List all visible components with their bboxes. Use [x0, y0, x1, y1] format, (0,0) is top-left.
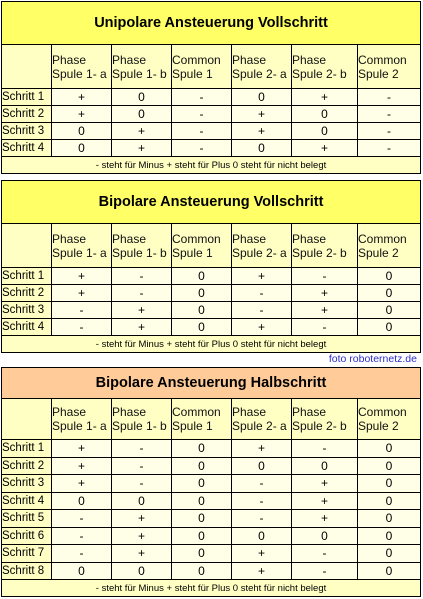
bipolar-full-step-table	[1, 180, 421, 353]
column-header-line1: Phase	[232, 231, 267, 246]
table-row	[2, 545, 421, 563]
header-row	[2, 399, 421, 440]
column-header	[52, 399, 112, 440]
title-row	[2, 368, 421, 399]
column-header-line2: Spule 1- a	[52, 419, 107, 433]
step-label: Schritt 1	[2, 268, 52, 285]
state-cell: +	[292, 89, 358, 106]
state-cell: +	[292, 492, 358, 510]
column-header	[52, 45, 112, 89]
state-cell: 0	[52, 492, 112, 510]
column-header	[172, 399, 232, 440]
column-header-line2: Spule 1	[172, 245, 213, 260]
column-header	[112, 399, 172, 440]
state-cell: +	[232, 562, 292, 580]
state-cell: 0	[172, 527, 232, 545]
column-header	[112, 45, 172, 89]
unipolar-full-step-table-block	[1, 1, 420, 174]
state-cell: 0	[172, 440, 232, 458]
state-cell: +	[232, 106, 292, 123]
column-header-line2: Spule 2- b	[292, 245, 347, 260]
state-cell: +	[112, 527, 172, 545]
state-cell: +	[112, 302, 172, 319]
column-header-line2: Spule 2	[358, 419, 399, 433]
state-cell: 0	[172, 492, 232, 510]
step-label: Schritt 3	[2, 123, 52, 140]
state-cell: +	[292, 510, 358, 528]
state-cell: +	[292, 302, 358, 319]
step-label: Schritt 2	[2, 285, 52, 302]
header-corner-cell	[2, 45, 52, 89]
state-cell: 0	[172, 545, 232, 563]
state-cell: 0	[112, 562, 172, 580]
legend-row	[2, 336, 421, 353]
state-cell: -	[232, 492, 292, 510]
state-cell: 0	[172, 457, 232, 475]
step-label: Schritt 1	[2, 440, 52, 458]
step-label: Schritt 7	[2, 545, 52, 563]
state-cell: 0	[358, 268, 421, 285]
state-cell: 0	[358, 319, 421, 336]
state-cell: -	[292, 562, 358, 580]
state-cell: +	[112, 319, 172, 336]
state-cell: 0	[358, 457, 421, 475]
table-row	[2, 285, 421, 302]
state-cell: 0	[292, 527, 358, 545]
column-header-line1: Phase	[112, 405, 147, 419]
column-header-line2: Spule 1- b	[112, 245, 167, 260]
state-cell: +	[292, 140, 358, 157]
table-row	[2, 440, 421, 458]
state-cell: -	[292, 545, 358, 563]
state-cell: 0	[358, 562, 421, 580]
state-cell: 0	[172, 285, 232, 302]
table-title: Unipolare Ansteuerung Vollschritt	[2, 2, 421, 45]
state-cell: -	[112, 475, 172, 493]
state-cell: +	[232, 268, 292, 285]
column-header	[358, 399, 421, 440]
column-header-line1: Phase	[112, 231, 147, 246]
state-cell: -	[112, 440, 172, 458]
state-cell: 0	[52, 562, 112, 580]
step-label: Schritt 4	[2, 492, 52, 510]
state-cell: -	[232, 285, 292, 302]
table-row	[2, 527, 421, 545]
state-cell: -	[52, 302, 112, 319]
column-header-line2: Spule 2- a	[232, 419, 287, 433]
state-cell: -	[112, 285, 172, 302]
column-header-line1: Phase	[232, 405, 267, 419]
state-cell: 0	[112, 89, 172, 106]
column-header-line2: Spule 1- a	[52, 66, 107, 81]
state-cell: 0	[232, 140, 292, 157]
step-label: Schritt 4	[2, 319, 52, 336]
state-cell: +	[52, 106, 112, 123]
state-cell: -	[358, 123, 421, 140]
state-cell: -	[52, 510, 112, 528]
legend-note: - steht für Minus + steht für Plus 0 steht für nicht belegt	[2, 157, 421, 174]
state-cell: -	[292, 440, 358, 458]
state-cell: 0	[232, 527, 292, 545]
column-header	[232, 224, 292, 268]
state-cell: +	[232, 319, 292, 336]
legend-row	[2, 580, 421, 597]
header-row	[2, 45, 421, 89]
step-label: Schritt 2	[2, 106, 52, 123]
state-cell: -	[358, 140, 421, 157]
table-row	[2, 106, 421, 123]
state-cell: +	[52, 285, 112, 302]
state-cell: +	[112, 510, 172, 528]
step-label: Schritt 3	[2, 475, 52, 493]
bipolar-half-step-table	[1, 367, 421, 597]
column-header-line2: Spule 2	[358, 245, 399, 260]
column-header-line2: Spule 2	[358, 66, 399, 81]
state-cell: 0	[172, 319, 232, 336]
state-cell: 0	[172, 302, 232, 319]
column-header	[172, 45, 232, 89]
bipolar-half-step-table-block	[1, 367, 420, 597]
column-header-line1: Phase	[292, 52, 327, 67]
state-cell: -	[292, 319, 358, 336]
state-cell: 0	[358, 545, 421, 563]
column-header-line2: Spule 2- a	[232, 66, 287, 81]
state-cell: -	[172, 106, 232, 123]
header-corner-cell	[2, 224, 52, 268]
table-row	[2, 457, 421, 475]
state-cell: 0	[172, 475, 232, 493]
state-cell: 0	[172, 268, 232, 285]
column-header-line1: Phase	[292, 231, 327, 246]
column-header	[292, 45, 358, 89]
state-cell: +	[112, 545, 172, 563]
state-cell: -	[358, 89, 421, 106]
state-cell: -	[172, 123, 232, 140]
state-cell: +	[232, 440, 292, 458]
column-header-line1: Phase	[52, 231, 87, 246]
table-row	[2, 492, 421, 510]
photo-credit: foto roboternetz.de	[328, 353, 417, 365]
table-row	[2, 140, 421, 157]
column-header-line1: Phase	[232, 52, 267, 67]
column-header	[292, 224, 358, 268]
state-cell: 0	[112, 492, 172, 510]
state-cell: 0	[52, 140, 112, 157]
column-header-line1: Common	[172, 405, 221, 419]
legend-row	[2, 157, 421, 174]
state-cell: 0	[358, 492, 421, 510]
column-header-line1: Common	[358, 405, 407, 419]
step-label: Schritt 1	[2, 89, 52, 106]
column-header-line2: Spule 1- a	[52, 245, 107, 260]
table-row	[2, 319, 421, 336]
state-cell: -	[112, 268, 172, 285]
step-label: Schritt 3	[2, 302, 52, 319]
step-label: Schritt 2	[2, 457, 52, 475]
table-row	[2, 475, 421, 493]
column-header-line2: Spule 1	[172, 419, 213, 433]
state-cell: 0	[358, 285, 421, 302]
state-cell: 0	[52, 123, 112, 140]
title-row	[2, 2, 421, 45]
column-header-line2: Spule 2- b	[292, 419, 347, 433]
column-header-line1: Phase	[52, 52, 87, 67]
state-cell: 0	[292, 123, 358, 140]
state-cell: 0	[172, 510, 232, 528]
state-cell: -	[52, 545, 112, 563]
column-header-line2: Spule 1- b	[112, 419, 167, 433]
state-cell: -	[232, 475, 292, 493]
column-header-line1: Common	[172, 231, 221, 246]
column-header-line1: Common	[172, 52, 221, 67]
column-header	[112, 224, 172, 268]
state-cell: +	[112, 140, 172, 157]
unipolar-full-step-table	[1, 1, 421, 174]
column-header-line1: Common	[358, 52, 407, 67]
bipolar-full-step-table-block	[1, 180, 420, 353]
column-header	[172, 224, 232, 268]
column-header-line1: Phase	[112, 52, 147, 67]
step-label: Schritt 8	[2, 562, 52, 580]
state-cell: -	[52, 527, 112, 545]
state-cell: +	[292, 285, 358, 302]
state-cell: -	[292, 268, 358, 285]
state-cell: -	[112, 457, 172, 475]
state-cell: 0	[358, 302, 421, 319]
column-header	[52, 224, 112, 268]
state-cell: 0	[292, 457, 358, 475]
column-header-line2: Spule 1	[172, 66, 213, 81]
step-label: Schritt 6	[2, 527, 52, 545]
column-header-line2: Spule 2- b	[292, 66, 347, 81]
table-row	[2, 510, 421, 528]
state-cell: 0	[232, 457, 292, 475]
column-header-line2: Spule 1- b	[112, 66, 167, 81]
column-header-line1: Phase	[292, 405, 327, 419]
table-row	[2, 302, 421, 319]
state-cell: 0	[358, 510, 421, 528]
table-row	[2, 89, 421, 106]
state-cell: +	[52, 89, 112, 106]
column-header	[292, 399, 358, 440]
header-row	[2, 224, 421, 268]
state-cell: +	[232, 545, 292, 563]
column-header-line1: Phase	[52, 405, 87, 419]
state-cell: 0	[292, 106, 358, 123]
column-header	[358, 224, 421, 268]
column-header-line1: Common	[358, 231, 407, 246]
state-cell: -	[232, 302, 292, 319]
state-cell: -	[358, 106, 421, 123]
state-cell: -	[172, 140, 232, 157]
column-header-line2: Spule 2- a	[232, 245, 287, 260]
table-row	[2, 562, 421, 580]
state-cell: +	[52, 268, 112, 285]
state-cell: 0	[112, 106, 172, 123]
step-label: Schritt 4	[2, 140, 52, 157]
column-header	[232, 45, 292, 89]
column-header	[232, 399, 292, 440]
table-title: Bipolare Ansteuerung Vollschritt	[2, 181, 421, 224]
state-cell: 0	[232, 89, 292, 106]
table-title: Bipolare Ansteuerung Halbschritt	[2, 368, 421, 399]
state-cell: 0	[172, 562, 232, 580]
state-cell: 0	[358, 475, 421, 493]
state-cell: +	[52, 457, 112, 475]
table-row	[2, 123, 421, 140]
state-cell: +	[52, 440, 112, 458]
state-cell: 0	[358, 527, 421, 545]
header-corner-cell	[2, 399, 52, 440]
state-cell: +	[292, 475, 358, 493]
state-cell: +	[52, 475, 112, 493]
column-header	[358, 45, 421, 89]
step-label: Schritt 5	[2, 510, 52, 528]
state-cell: +	[232, 123, 292, 140]
table-row	[2, 268, 421, 285]
state-cell: -	[172, 89, 232, 106]
legend-note: - steht für Minus + steht für Plus 0 steht für nicht belegt	[2, 580, 421, 597]
state-cell: -	[232, 510, 292, 528]
state-cell: -	[52, 319, 112, 336]
state-cell: 0	[358, 440, 421, 458]
legend-note: - steht für Minus + steht für Plus 0 steht für nicht belegt	[2, 336, 421, 353]
title-row	[2, 181, 421, 224]
state-cell: +	[112, 123, 172, 140]
